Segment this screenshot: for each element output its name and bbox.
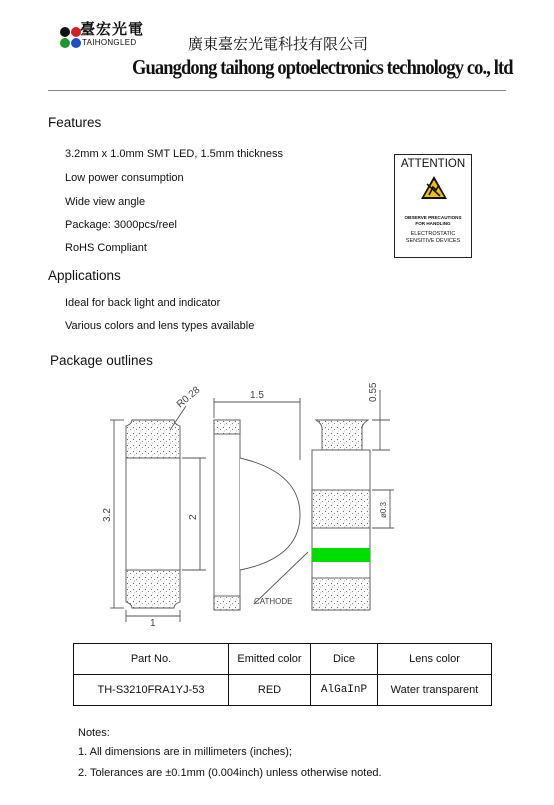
feature-item: RoHS Compliant: [65, 242, 147, 254]
dim-inner-label: 2: [188, 514, 199, 520]
esd-attention-badge: [394, 154, 472, 258]
dim-thickness-label: 1.5: [250, 390, 264, 401]
esd-warning-icon: [420, 175, 448, 200]
dim-radius-label: R0.28: [174, 384, 203, 411]
table-cell: TH-S3210FRA1YJ-53: [74, 675, 229, 706]
dim-top-label: 0.55: [368, 382, 379, 402]
bottom-view-outline: [312, 420, 370, 610]
features-title: Features: [48, 115, 102, 130]
note-item: 2. Tolerances are ±0.1mm (0.004inch) unless otherwise noted.: [78, 767, 382, 779]
application-item: Various colors and lens types available: [65, 320, 255, 332]
table-header-cell: Part No.: [74, 644, 229, 675]
part-spec-table: [73, 643, 492, 706]
table-header-cell: Lens color: [378, 644, 492, 675]
cathode-label: CATHODE: [254, 597, 293, 606]
note-item: 1. All dimensions are in millimeters (inches);: [78, 746, 292, 758]
logo-text-en: TAIHONGLED: [82, 38, 137, 47]
application-item: Ideal for back light and indicator: [65, 297, 221, 309]
attention-title: ATTENTION: [400, 158, 466, 170]
dim-width-label: 1: [150, 618, 156, 629]
dim-dia-label: ø0.3: [379, 501, 388, 518]
package-outline-drawing: [90, 372, 410, 632]
dim-length-label: 3.2: [102, 508, 113, 522]
attention-esd-note: ELECTROSTATIC SENSITIVE DEVICES: [405, 231, 461, 244]
notes-title: Notes:: [78, 727, 110, 739]
package-outlines-title: Package outlines: [50, 353, 153, 368]
cathode-mark: [312, 548, 370, 562]
applications-title: Applications: [48, 268, 121, 283]
company-name-en: Guangdong taihong optoelectronics technology co., ltd: [132, 55, 513, 79]
logo-text-cn: 臺宏光電: [80, 20, 145, 38]
table-header-cell: Emitted color: [229, 644, 311, 675]
table-row: [74, 675, 492, 706]
feature-item: 3.2mm x 1.0mm SMT LED, 1.5mm thickness: [65, 148, 284, 160]
table-header-row: [74, 644, 492, 675]
feature-item: Low power consumption: [65, 172, 184, 184]
feature-item: Package: 3000pcs/reel: [65, 219, 177, 231]
feature-item: Wide view angle: [65, 196, 146, 208]
table-cell: Water transparent: [378, 675, 492, 706]
header-divider: [48, 90, 506, 91]
side-view-outline: [214, 420, 300, 610]
company-name-cn: 廣東臺宏光電科技有限公司: [188, 35, 369, 53]
table-cell: RED: [229, 675, 311, 706]
top-view-outline: [126, 420, 180, 608]
attention-precautions: OBSERVE PRECAUTIONS FOR HANDLING: [404, 215, 462, 226]
table-cell: AlGaInP: [311, 675, 378, 706]
table-header-cell: Dice: [311, 644, 378, 675]
